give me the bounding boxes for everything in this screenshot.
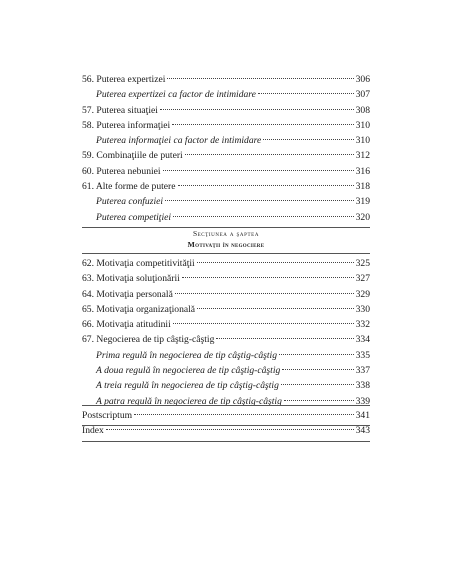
dot-leader [258,93,354,94]
toc-entry [82,408,370,423]
dot-leader [134,414,354,415]
toc-entry [82,271,370,286]
toc-entry-page-number: 318 [355,181,370,193]
toc-subentry [82,378,370,393]
toc-entry [82,287,370,302]
toc-list-part-1 [82,72,370,225]
dot-leader [284,400,354,401]
toc-entry-label: A doua regulă în negocierea de tip câştig-câştig [96,365,281,377]
toc-entry-label: 57. Puterea situaţiei [82,104,158,116]
toc-entry-page-number: 316 [355,165,370,177]
toc-entry-label: Postscriptum [82,410,133,421]
section-header [82,229,370,251]
divider-part-1 [82,227,370,228]
toc-entry-label: Puterea confuziei [96,196,164,208]
toc-entry-label: 62. Motivaţia competitivităţii [82,258,195,269]
toc-entry-page-number: 337 [355,365,370,377]
toc-entry-page-number: 310 [355,119,370,131]
dot-leader [281,384,354,385]
toc-entry-page-number: 332 [355,319,370,331]
toc-entry-page-number: 339 [355,395,370,407]
toc-entry [82,256,370,271]
toc-entry-label: 65. Motivaţia organizaţională [82,303,196,315]
toc-subentry [82,194,370,209]
toc-subentry [82,210,370,225]
toc-entry [82,118,370,133]
toc-entry [82,164,370,179]
toc-list-part-3 [82,408,370,439]
toc-entry-page-number: 325 [355,258,370,269]
toc-entry-label: Prima regulă în negocierea de tip câştig-câştig [96,349,278,361]
toc-entry-label: 56. Puterea expertizei [82,74,166,85]
toc-list-part-2 [82,256,370,409]
toc-subentry [82,348,370,363]
dot-leader [197,308,354,309]
dot-leader [185,154,354,155]
toc-entry [82,332,370,347]
toc-entry-page-number: 338 [355,380,370,392]
toc-entry-label: 60. Puterea nebuniei [82,165,161,177]
toc-entry-label: 58. Puterea informaţiei [82,119,171,131]
divider-section-top [82,253,370,254]
divider-part-3-a [82,425,370,426]
toc-entry-label: Index [82,425,104,437]
toc-entry-page-number: 312 [355,150,370,162]
toc-entry-page-number: 341 [355,410,370,421]
toc-entry [82,317,370,332]
toc-entry-page-number: 320 [355,211,370,223]
dot-leader [173,323,354,324]
toc-entry [82,302,370,317]
dot-leader [216,338,353,339]
toc-subentry [82,394,370,409]
toc-entry-page-number: 319 [355,196,370,208]
toc-entry-page-number: 334 [355,334,370,346]
dot-leader [175,293,354,294]
toc-entry [82,72,370,87]
toc-subentry [82,133,370,148]
dot-leader [106,429,354,430]
toc-page [82,0,370,584]
dot-leader [167,78,353,79]
toc-entry-page-number: 308 [355,104,370,116]
toc-entry-page-number: 327 [355,273,370,285]
toc-entry [82,103,370,118]
dot-leader [282,369,353,370]
toc-entry-page-number: 330 [355,303,370,315]
divider-part-2 [82,405,370,406]
toc-subentry [82,363,370,378]
toc-entry-label: 67. Negocierea de tip câştig-câştig [82,334,215,346]
toc-entry-label: A patra regulă în negocierea de tip câştig-câştig [96,395,282,407]
dot-leader [172,124,353,125]
toc-entry [82,179,370,194]
dot-leader [163,170,354,171]
toc-entry-label: A treia regulă în negocierea de tip câştig-câştig [96,380,279,392]
dot-leader [165,200,354,201]
dot-leader [263,139,353,140]
toc-entry-label: Puterea informaţiei ca factor de intimidare [96,135,262,147]
section-kicker: Secţiunea a şaptea [192,229,260,238]
toc-entry-label: Puterea competiţiei [96,211,172,223]
toc-entry-label: 64. Motivaţia personală [82,288,173,300]
section-title: Motivaţii în negociere [187,240,265,249]
toc-entry-label: 59. Combinaţiile de puteri [82,150,183,162]
toc-entry-page-number: 307 [355,89,370,101]
dot-leader [279,354,354,355]
toc-entry-label: 61. Alte forme de putere [82,181,176,193]
toc-entry-page-number: 329 [355,288,370,300]
toc-entry-page-number: 335 [355,349,370,361]
toc-entry-page-number: 343 [355,425,370,437]
toc-entry [82,148,370,163]
dot-leader [197,262,354,263]
dot-leader [182,277,354,278]
divider-part-3-b [82,441,370,442]
toc-entry-page-number: 306 [355,74,370,85]
toc-subentry [82,87,370,102]
dot-leader [173,216,354,217]
dot-leader [178,185,354,186]
dot-leader [160,109,354,110]
toc-entry-label: 66. Motivaţia atitudinii [82,319,171,331]
toc-entry-label: 63. Motivaţia soluţionării [82,273,180,285]
toc-entry-page-number: 310 [355,135,370,147]
toc-entry-label: Puterea expertizei ca factor de intimidare [96,89,256,101]
